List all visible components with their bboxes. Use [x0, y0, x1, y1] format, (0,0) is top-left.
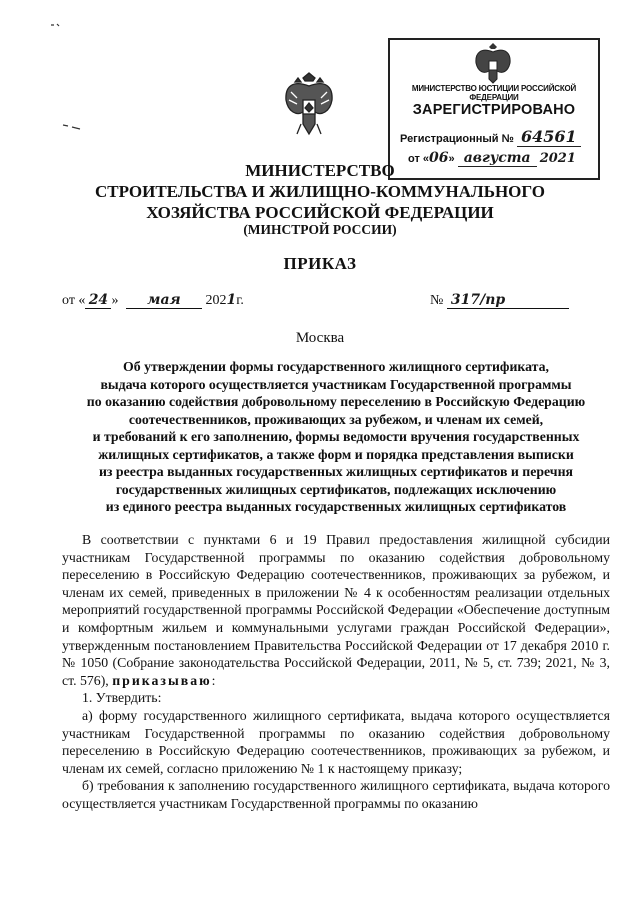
- ministry-line-2: СТРОИТЕЛЬСТВА И ЖИЛИЩНО-КОММУНАЛЬНОГО: [94, 182, 546, 201]
- ministry-line-3: ХОЗЯЙСТВА РОССИЙСКОЙ ФЕДЕРАЦИИ: [146, 203, 494, 222]
- order-subject: [62, 358, 610, 516]
- order-date-month: мая: [126, 292, 202, 309]
- ministry-short-name: (МИНСТРОЙ РОССИИ): [243, 222, 397, 237]
- order-year-suffix: г.: [236, 293, 244, 308]
- stamp-reg-label: Регистрационный №: [400, 133, 514, 145]
- order-date: [62, 292, 244, 309]
- preamble-text: В соответствии с пунктами 6 и 19 Правил предоставления жилищной субсидии участникам Государственной программы по оказанию содействия добровольному переселению в Российскую Федерацию соотечественников, проживающих за рубежом, и членам их семей, приведенных в приложении № 4 к особенностям реализации отдельных мероприятий государственной программы Российской Федерации «Обеспечение доступным и комфортным жильем и коммунальными услугами граждан Российской Федерации», утвержденным постановлением Правительства Российской Федерации от 17 декабря 2010 г. № 1050 (Собрание законодательства Российской Федерации, 2011, № 5, ст. 739; 2021, № 3, ст. 576),: [62, 532, 610, 688]
- decree-colon: :: [211, 672, 216, 688]
- order-number-prefix: №: [430, 293, 444, 308]
- stamp-date-month: августа: [458, 150, 537, 167]
- order-year-prefix: 202: [205, 293, 227, 308]
- preamble-paragraph: [62, 531, 610, 689]
- item-1b: б) требования к заполнению государственного жилищного сертификата, выдача которого осуществляется участникам Государственной программы по оказанию: [62, 778, 610, 811]
- order-date-day-close: »: [111, 293, 119, 308]
- order-number: [430, 292, 569, 309]
- subject-line: и требований к его заполнению, формы ведомости вручения государственных: [92, 429, 580, 444]
- order-year-hand: 1: [226, 292, 237, 308]
- order-date-prefix: от «: [62, 293, 86, 308]
- item-1a: а) форму государственного жилищного сертификата, выдача которого осуществляется участникам Государственной программы по оказанию содействия добровольному переселению в Российскую Федерацию соотечественников, проживающих за рубежом, и членам их семей, согласно приложению № 1 к настоящему приказу;: [62, 707, 610, 776]
- stamp-date-day: 06: [429, 150, 449, 166]
- document-type: ПРИКАЗ: [283, 254, 357, 273]
- ministry-name: [60, 160, 580, 223]
- subject-line: из реестра выданных государственных жилищных сертификатов и перечня: [98, 464, 574, 479]
- subject-line: по оказанию содействия добровольному переселению в Российскую Федерацию: [86, 394, 586, 409]
- scan-mark: [62, 122, 82, 130]
- subject-line: выдача которого осуществляется участникам Государственной программы: [100, 376, 572, 392]
- city: Москва: [295, 330, 345, 346]
- stamp-date-year: 2021: [539, 151, 576, 166]
- subject-line: из единого реестра выданных государственных жилищных сертификатов: [105, 499, 567, 514]
- order-number-value: 317/пр: [447, 292, 569, 309]
- stamp-ministry-name: МИНИСТЕРСТВО ЮСТИЦИИ РОССИЙСКОЙ ФЕДЕРАЦИИ: [411, 84, 577, 102]
- order-body: [62, 531, 610, 813]
- subject-line: соотечественников, проживающих за рубежом, и членам их семей,: [128, 411, 544, 427]
- ministry-line-1: МИНИСТЕРСТВО: [245, 161, 395, 180]
- stamp-date-prefix: от: [408, 153, 420, 165]
- decree-word: приказываю: [112, 672, 212, 688]
- coat-of-arms-icon: [283, 72, 335, 138]
- order-date-day: 24: [85, 292, 111, 309]
- stamp-emblem-icon: [473, 42, 513, 84]
- stamp-date-line: от «06» августа 2021: [408, 150, 576, 166]
- scan-mark: [50, 22, 62, 28]
- stamp-registered-title: ЗАРЕГИСТРИРОВАНО: [412, 102, 576, 118]
- item-1: 1. Утвердить:: [82, 690, 162, 706]
- subject-line: государственных жилищных сертификатов, подлежащих исключению: [115, 481, 557, 497]
- registration-stamp: [388, 38, 600, 180]
- stamp-registration-number-line: [400, 127, 581, 146]
- subject-line: жилищных сертификатов, а также форм и порядка представления выписки: [98, 446, 574, 462]
- stamp-reg-number: 64561: [517, 127, 581, 147]
- subject-line: Об утверждении формы государственного жилищного сертификата,: [123, 359, 549, 374]
